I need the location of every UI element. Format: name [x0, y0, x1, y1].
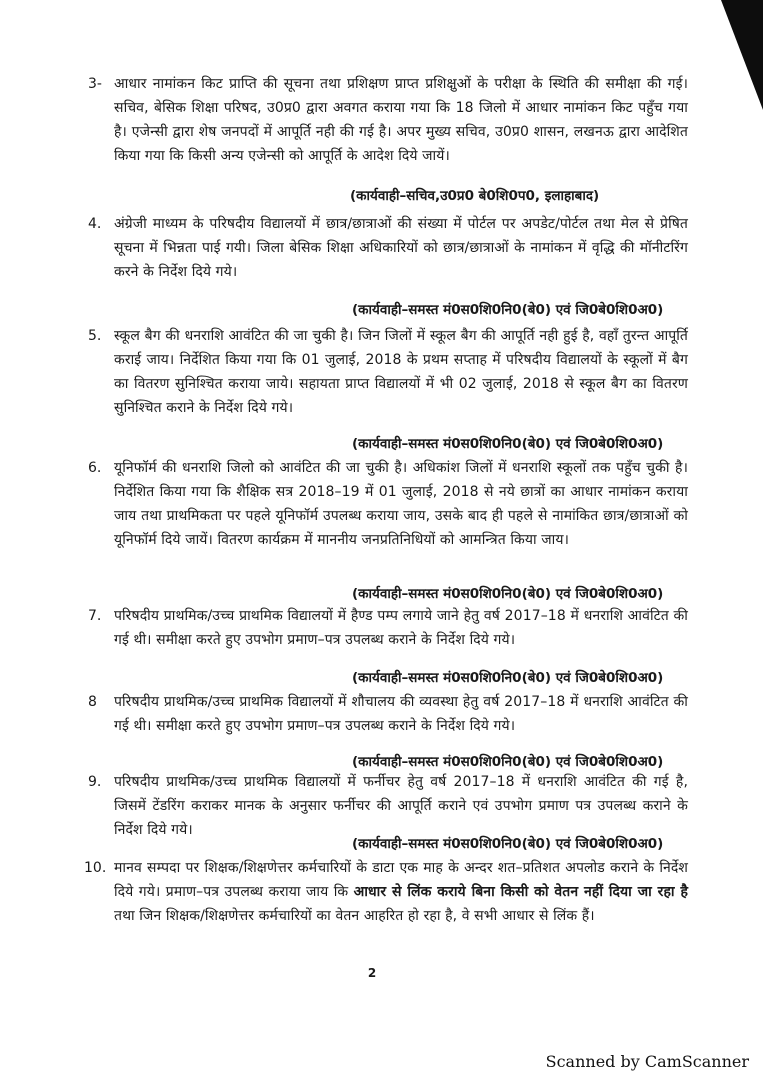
- page-number: 2: [367, 966, 377, 980]
- list-item: [84, 856, 688, 928]
- item-text: परिषदीय प्राथमिक/उच्च प्राथमिक विद्यालयों में हैण्ड पम्प लगाये जाने हेतु वर्ष 2017–18 में धनराशि आवंटित की गई थी। समीक्षा करते हुए उपभोग प्रमाण–पत्र उपलब्ध कराने के निर्देश दिये गये।: [114, 608, 688, 648]
- item-number: 9.: [88, 774, 102, 790]
- action-note: (कार्यवाही–समस्त मं0स0शि0नि0(बे0) एवं जि0बे0शि0अ0): [352, 670, 664, 686]
- item-text-start: मानव सम्पदा पर शिक्षक/शिक्षणेत्तर कर्मचारियों के डाटा एक माह के अन्दर शत–प्रतिशत अपलोड कराने के निर्देश दिये गये। प्रमाण–पत्र उपलब्ध कराया जाय कि: [114, 860, 688, 900]
- item-number: 5.: [88, 328, 102, 344]
- list-item: [88, 770, 688, 842]
- action-note: (कार्यवाही–सचिव,उ0प्र0 बे0शि0प0, इलाहाबाद): [350, 188, 600, 204]
- action-note: (कार्यवाही–समस्त मं0स0शि0नि0(बे0) एवं जि0बे0शि0अ0): [352, 436, 664, 452]
- item-text: आधार नामांकन किट प्राप्ति की सूचना तथा प्रशिक्षण प्राप्त प्रशिक्षुओं के परीक्षा के स्थिति की समीक्षा की गई। सचिव, बेसिक शिक्षा परिषद, उ0प्र0 द्वारा अवगत कराया गया कि 18 जिलो में आधार नामांकन किट पहुँच गया है। एजेन्सी द्वारा शेष जनपदों में आपूर्ति नही की गई है। अपर मुख्य सचिव, उ0प्र0 शासन, लखनऊ द्वारा आदेशित किया गया कि किसी अन्य एजेन्सी को आपूर्ति के आदेश दिये जायें।: [114, 76, 688, 164]
- item-text: स्कूल बैग की धनराशि आवंटित की जा चुकी है। जिन जिलों में स्कूल बैग की आपूर्ति नही हुई है, वहाँ तुरन्त आपूर्ति कराई जाय। निर्देशित किया गया कि 01 जुलाई, 2018 के प्रथम सप्ताह में परिषदीय विद्यालयों के स्कूलों में बैग का वितरण सुनिश्चित कराया जाये। सहायता प्राप्त विद्यालयों में भी 02 जुलाई, 2018 से स्कूल बैग का वितरण सुनिश्चित कराने के निर्देश दिये गये।: [114, 328, 688, 416]
- scanner-watermark: Scanned by CamScanner: [545, 1052, 749, 1071]
- item-number: 8: [88, 694, 97, 710]
- list-item: [88, 212, 688, 284]
- list-item: [88, 456, 688, 552]
- item-text-emphasis: आधार से लिंक कराये बिना किसी को वेतन नहीं दिया जा रहा है: [353, 884, 688, 900]
- item-number: 7.: [88, 608, 102, 624]
- item-number: 4.: [88, 216, 102, 232]
- item-text-end: तथा जिन शिक्षक/शिक्षणेत्तर कर्मचारियों का वेतन आहरित हो रहा है, वे सभी आधार से लिंक हैं।: [114, 908, 595, 924]
- scan-corner-shadow: [721, 0, 763, 110]
- item-text: [114, 856, 688, 928]
- item-text: यूनिफॉर्म की धनराशि जिलो को आवंटित की जा चुकी है। अधिकांश जिलों में धनराशि स्कूलों तक पहुँच चुकी है। निर्देशित किया गया कि शैक्षिक सत्र 2018–19 में 01 जुलाई, 2018 से नये छात्रों का आधार नामांकन कराया जाय तथा प्राथमिकता पर पहले यूनिफॉर्म उपलब्ध कराया जाय, उसके बाद ही पहले से नामांकित छात्र/छात्राओं को यूनिफॉर्म दिये जायें। वितरण कार्यक्रम में माननीय जनप्रतिनिधियों को आमन्त्रित किया जाय।: [114, 460, 688, 548]
- item-number: 10.: [84, 860, 107, 876]
- action-note: (कार्यवाही–समस्त मं0स0शि0नि0(बे0) एवं जि0बे0शि0अ0): [352, 302, 664, 318]
- action-note: (कार्यवाही–समस्त मं0स0शि0नि0(बे0) एवं जि0बे0शि0अ0): [352, 754, 664, 770]
- item-text: परिषदीय प्राथमिक/उच्च प्राथमिक विद्यालयों में शौचालय की व्यवस्था हेतु वर्ष 2017–18 में धनराशि आवंटित की गई थी। समीक्षा करते हुए उपभोग प्रमाण–पत्र उपलब्ध कराने के निर्देश दिये गये।: [114, 694, 688, 734]
- list-item: [88, 72, 688, 168]
- action-note: (कार्यवाही–समस्त मं0स0शि0नि0(बे0) एवं जि0बे0शि0अ0): [352, 836, 664, 852]
- item-number: 3-: [88, 76, 102, 92]
- list-item: [88, 324, 688, 420]
- item-number: 6.: [88, 460, 102, 476]
- list-item: [88, 690, 688, 738]
- list-item: [88, 604, 688, 652]
- item-text: परिषदीय प्राथमिक/उच्च प्राथमिक विद्यालयों में फर्नीचर हेतु वर्ष 2017–18 में धनराशि आवंटित की गई है, जिसमें टेंडरिंग कराकर मानक के अनुसार फर्नीचर की आपूर्ति कराने एवं उपभोग प्रमाण पत्र उपलब्ध कराने के निर्देश दिये गये।: [114, 774, 688, 838]
- item-text: अंग्रेजी माध्यम के परिषदीय विद्यालयों में छात्र/छात्राओं की संख्या में पोर्टल पर अपडेट/पोर्टल तथा मेल से प्रेषित सूचना में भिन्नता पाई गयी। जिला बेसिक शिक्षा अधिकारियों को छात्र/छात्राओं के नामांकन में वृद्धि की मॉनीटरिंग करने के निर्देश दिये गये।: [114, 216, 688, 280]
- action-note: (कार्यवाही–समस्त मं0स0शि0नि0(बे0) एवं जि0बे0शि0अ0): [352, 586, 664, 602]
